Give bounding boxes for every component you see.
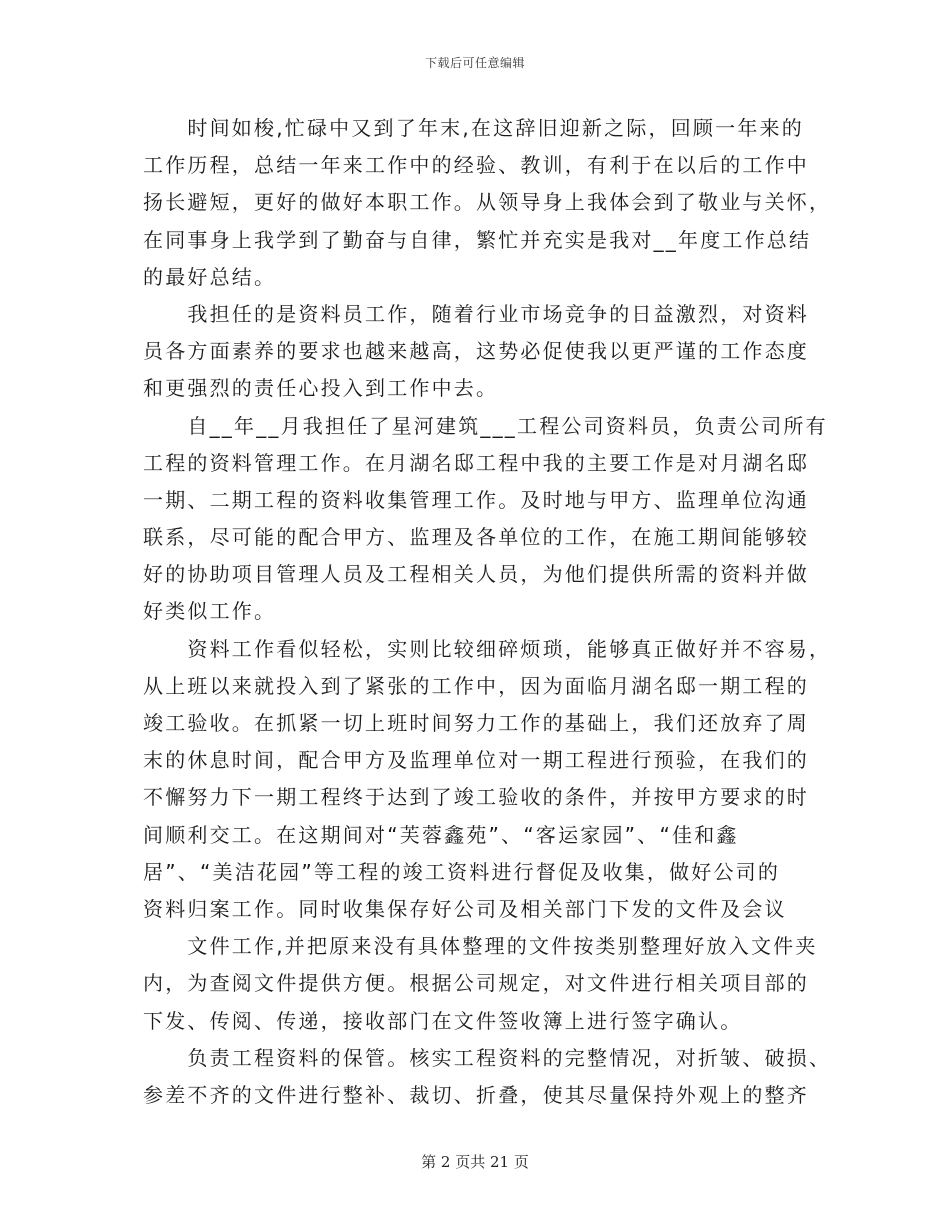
text-line: 资料归案工作。同时收集保存好公司及相关部门下发的文件及会议: [143, 896, 787, 921]
text-line: 员各方面素养的要求也越来越高，这势必促使我以更严谨的工作态度: [143, 339, 809, 364]
text-line: 内，为查阅文件提供方便。根据公司规定，对文件进行相关项目部的: [143, 971, 809, 996]
text-line: 从上班以来就投入到了紧张的工作中，因为面临月湖名邸一期工程的: [143, 673, 809, 698]
text-line: 自__年__月我担任了星河建筑___工程公司资料员，负责公司所有: [143, 413, 828, 438]
page-footer-page-number: 第 2 页共 21 页: [421, 1153, 529, 1171]
text-line: 联系，尽可能的配合甲方、监理及各单位的工作，在施工期间能够较: [143, 525, 809, 550]
text-line: 间顺利交工。在这期间对“芙蓉鑫苑”、“客运家园”、“佳和鑫: [143, 822, 739, 847]
text-line: 参差不齐的文件进行整补、裁切、折叠，使其尽量保持外观上的整齐: [143, 1082, 809, 1107]
text-line: 和更强烈的责任心投入到工作中去。: [143, 376, 499, 401]
text-line: 竣工验收。在抓紧一切上班时间努力工作的基础上，我们还放弃了周: [143, 711, 809, 735]
text-line: 时间如梭,忙碌中又到了年末,在这辞旧迎新之际，回顾一年来的: [143, 116, 804, 140]
document-body: [143, 110, 832, 1114]
text-line: 下发、传阅、传递，接收部门在文件签收簿上进行签字确认。: [143, 1008, 743, 1033]
text-line: 末的休息时间，配合甲方及监理单位对一期工程进行预验，在我们的: [143, 748, 809, 773]
text-line: 好类似工作。: [143, 599, 277, 624]
text-line: 的最好总结。: [143, 264, 277, 289]
text-line: 一期、二期工程的资料收集管理工作。及时地与甲方、监理单位沟通: [143, 487, 809, 512]
text-line: 在同事身上我学到了勤奋与自律，繁忙并充实是我对__年度工作总结: [143, 227, 812, 252]
text-line: 居”、“美洁花园”等工程的竣工资料进行督促及收集，做好公司的: [143, 859, 781, 884]
text-line: 我担任的是资料员工作，随着行业市场竞争的日益激烈，对资料: [143, 301, 809, 326]
text-line: 不懈努力下一期工程终于达到了竣工验收的条件，并按甲方要求的时: [143, 785, 809, 810]
page-header: 下载后可任意编辑: [424, 56, 525, 70]
text-line: 文件工作,并把原来没有具体整理的文件按类别整理好放入文件夹: [143, 934, 818, 959]
text-line: 工程的资料管理工作。在月湖名邸工程中我的主要工作是对月湖名邸: [143, 450, 809, 475]
text-line: 工作历程，总结一年来工作中的经验、教训，有利于在以后的工作中: [143, 153, 809, 178]
text-line: 好的协助项目管理人员及工程相关人员，为他们提供所需的资料并做: [143, 562, 809, 587]
text-line: 资料工作看似轻松，实则比较细碎烦琐，能够真正做好并不容易，: [143, 636, 832, 661]
text-line: 负责工程资料的保管。核实工程资料的完整情况，对折皱、破损、: [143, 1045, 832, 1070]
text-line: 扬长避短，更好的做好本职工作。从领导身上我体会到了敬业与关怀，: [143, 190, 832, 215]
